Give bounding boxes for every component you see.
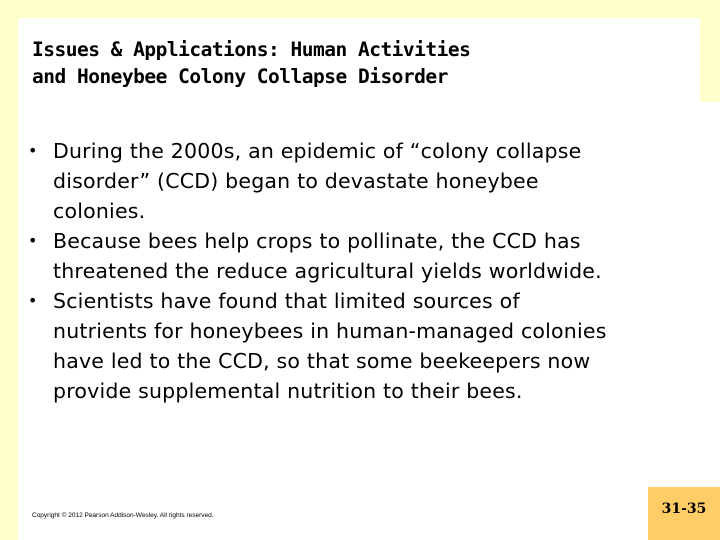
bullet-line: Scientists have found that limited sources of: [53, 289, 520, 313]
content-area: [18, 102, 720, 540]
copyright-notice: Copyright © 2012 Pearson Addison-Wesley. All rights reserved.: [32, 512, 214, 519]
bullet-line: have led to the CCD, so that some beekeepers now: [53, 349, 591, 373]
bullet-list: [26, 136, 716, 406]
page-number-tab: [648, 487, 720, 540]
bullet-line: Because bees help crops to pollinate, the CCD has: [53, 229, 581, 253]
slide-title-line-2: and Honeybee Colony Collapse Disorder: [32, 65, 448, 88]
title-area: [18, 18, 700, 102]
bullet-line: colonies.: [53, 199, 146, 223]
bullet-line: nutrients for honeybees in human-managed colonies: [53, 319, 607, 343]
bullet-icon: •: [28, 141, 38, 160]
bullet-item-pollination: [26, 226, 716, 286]
slide-title-line-1: Issues & Applications: Human Activities: [32, 38, 471, 61]
page-number: 31-35: [661, 501, 707, 517]
bullet-line: During the 2000s, an epidemic of “colony collapse: [53, 139, 582, 163]
slide-title: [32, 36, 470, 90]
bullet-icon: •: [28, 231, 38, 250]
bullet-icon: •: [28, 291, 38, 310]
bullet-item-ccd-epidemic: [26, 136, 716, 226]
bullet-item-nutrition: [26, 286, 716, 406]
bullet-line: provide supplemental nutrition to their bees.: [53, 379, 523, 403]
bullet-line: disorder” (CCD) began to devastate honeybee: [53, 169, 539, 193]
bullet-line: threatened the reduce agricultural yields worldwide.: [53, 259, 602, 283]
